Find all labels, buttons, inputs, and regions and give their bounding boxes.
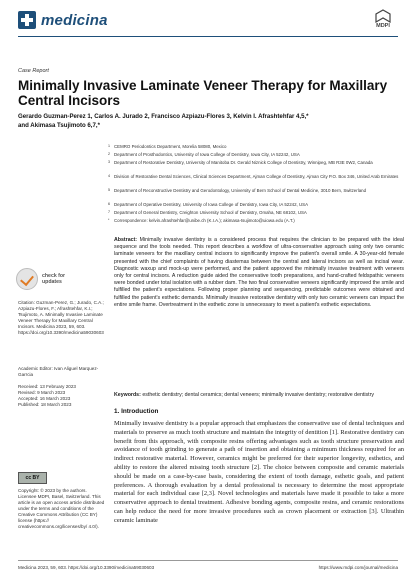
affiliation-5: 5 Department of Reconstructive Dentistry and Gerodontology, University of Bern School of Dental Medicine, 3010 Bern, Switzerland <box>108 188 367 193</box>
abstract <box>114 237 404 309</box>
journal-logo <box>18 9 138 31</box>
correspondence: * Correspondence: kelvin.afrashtehfar@unibe.ch (K.I.A.); akimasa-tsujimoto@uiowa.edu (A.T.) <box>108 218 295 223</box>
academic-editor: Academic Editor: Ivan Aliguel Marquez-Garrcia <box>18 366 99 377</box>
publisher-name: MDPI <box>376 23 390 29</box>
mdpi-logo-icon <box>368 9 398 23</box>
footer-citation: Medicina 2023, 59, 603. https://doi.org/10.3390/medicina59030603 <box>18 565 155 570</box>
affiliation-7: 7 Department of General Dentistry, Creighton University School of Dentistry, Omaha, NE 68102, USA <box>108 210 307 215</box>
abstract-text: Minimally invasive dentistry is a considered process that requires the clinician to be prepared with the ideal sequence and the tools needed. This report describes a workflow of ultra-conservative approach using only two ceramic laminate veneers for the maxillary central incisors to significantly improve the patient's overall smile. A 30-year-old female presented with the chief complaints of having diastemas between the central and lateral incisors as well as incisal wear. Diagnostic waxup and mock-up were performed, and the patient approved the minimally invasive treatment with veneers only for central incisors. A reduction guide aided the conservative tooth preparations, and hand-crafted feldspathic veneers were bonded under total isolation with a rubber dam. The two final conservative veneers significantly improved the smile and fulfilled the patient's expectations. Following proper planning and sequencing, predictable outcomes were obtained and fulfilled the patient's esthetic demands. Minimally invasive restorative dentistry with only two ceramic veneers can impact the entire smile frame. Overtreatment in the esthetic zone is unnecessary to meet a patient's esthetic expectations. <box>114 237 404 308</box>
authors <box>18 112 403 130</box>
date-list <box>18 384 106 408</box>
article-title: Minimally Invasive Laminate Veneer Therapy for Maxillary Central Incisors <box>18 78 388 108</box>
published-date: Published: 18 March 2023 <box>18 402 72 407</box>
affiliation-4: 4 Division of Restorative Dental Sciences, Clinical Sciences Department, Ajman College of Dentistry, Ajman City P.O. Box 346, United Arab Emirates <box>108 174 399 179</box>
citation: Citation: Guzman-Perez, G.; Jurado, C.A.; Azpiazu-Flores, F.; Afrashtehfar, K.I.; Tsujimoto, A. Minimally Invasive Laminate Veneer Therapy for Maxillary Central Incisors. Medicina 2023, 59, 603. https://doi.org/10.3390/medicina59030603 <box>18 300 104 335</box>
mdpi-logo <box>368 9 398 33</box>
keywords-text: esthetic dentistry; dental ceramics; dental veneers; minimally invasive dentistry; restorative dentistry <box>142 392 374 398</box>
check-for-updates-button[interactable] <box>16 264 76 294</box>
cc-by-license-icon[interactable]: cc BY <box>18 472 47 484</box>
keywords <box>114 392 404 399</box>
affiliation-6: 6 Department of Operative Dentistry, University of Iowa College of Dentistry, Iowa City, IA 52242, USA <box>108 202 308 207</box>
authors-line-1: Gerardo Guzman-Perez 1, Carlos A. Jurado 2, Francisco Azpiazu-Flores 3, Kelvin I. Afrashtehfar 4,5,* <box>18 113 309 120</box>
footer-journal-url[interactable]: https://www.mdpi.com/journal/medicina <box>318 565 398 570</box>
check-updates-icon <box>16 268 38 290</box>
accepted-date: Accepted: 16 March 2023 <box>18 396 71 401</box>
affiliation-1: 1 CEMRO Periodontics Department, Morelia 58080, Mexico <box>108 144 227 149</box>
affiliation-2: 2 Department of Prosthodontics, University of Iowa College of Dentistry, Iowa City, IA 52242, USA <box>108 152 300 157</box>
abstract-label: Abstract: <box>114 237 138 243</box>
check-updates-line-2: updates <box>42 279 62 285</box>
section-title-introduction: 1. Introduction <box>114 408 159 415</box>
article-type: Case Report <box>18 68 49 74</box>
check-updates-line-1: check for <box>42 273 66 279</box>
authors-line-2: and Akimasa Tsujimoto 6,7,* <box>18 122 100 129</box>
revised-date: Revised: 9 March 2023 <box>18 390 66 395</box>
received-date: Received: 13 February 2023 <box>18 384 76 389</box>
copyright-notice: Copyright: © 2023 by the authors. Licensee MDPI, Basel, Switzerland. This article is an open access article distributed under the terms and conditions of the Creative Commons Attribution (CC BY) license (https:// creativecommons.org/licenses/by/ 4.0/). <box>18 488 105 529</box>
introduction-text: Minimally invasive dentistry is a popular approach that emphasizes the conservative use of dental techniques and materials to preserve as much tooth structure and maintain the integrity of dentition [1]. Restorative dentistry can benefit from this approach, with composite resins offering advantages such as tooth structure preservation and avoidance of tooth grinding to generate a path of insertion and obtaining a minimum thickness required for an indirect restorative material. However, ceramics might be preferred for their superior longevity, esthetics, and ability to restore the altered missing tooth structure [2]. The choice between composite and ceramic materials should be made on a case-by-case basis, considering the extent of tooth damage, esthetic goals, and patient preferences. A thorough evaluation by a dental professional is necessary to determine the most appropriate material for each individual case [2,3]. Novel technologies and materials have made it possible to take a more conservative approach to dental treatment. Adhesive bonding agents, composite resins, and ceramic restorations can help reduce the need for more invasive procedures such as crown placement or extraction [3]. Ultrathin ceramic laminate <box>114 420 404 524</box>
keywords-label: Keywords: <box>114 392 141 398</box>
medicina-logo-icon <box>18 11 36 29</box>
header-rule <box>18 36 398 37</box>
journal-name: medicina <box>41 11 108 29</box>
footer-rule <box>18 560 398 561</box>
affiliation-3: 3 Department of Restorative Dentistry, University of Manitoba Dr. Gerald Niznick College of Dentistry, Winnipeg, MB R3E 0W2, Canada <box>108 160 373 165</box>
